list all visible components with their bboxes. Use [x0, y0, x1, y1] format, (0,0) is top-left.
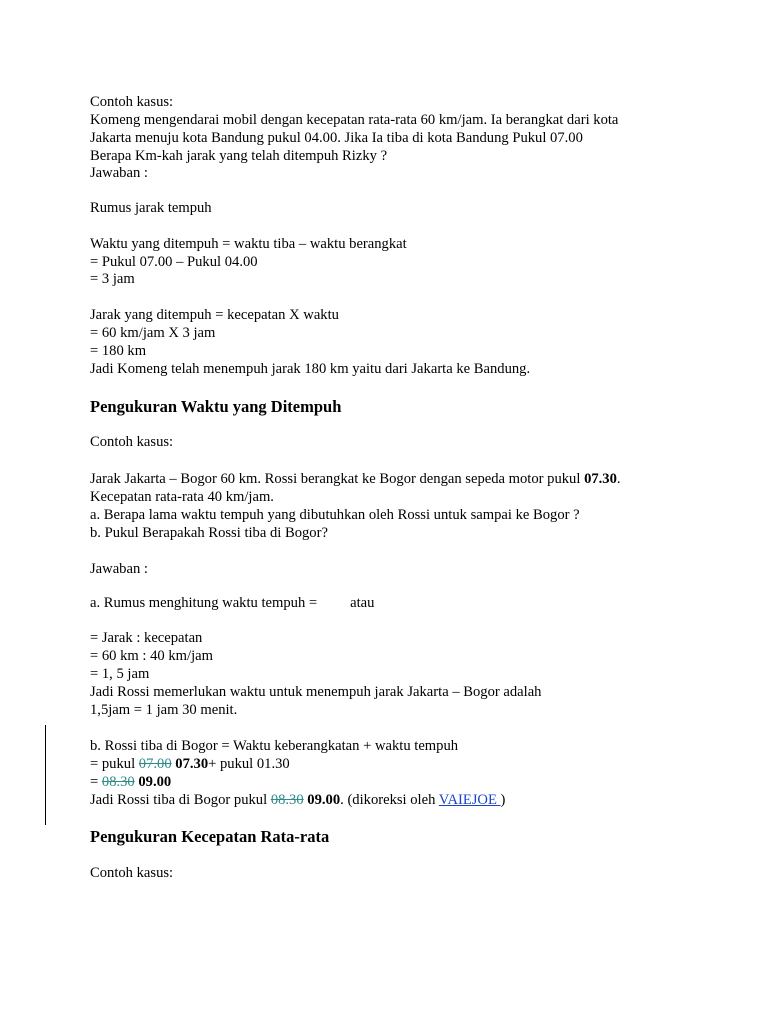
contoh-kasus-label: Contoh kasus:: [90, 94, 174, 110]
formula-line: = 180 km: [90, 343, 147, 359]
reviewer-link[interactable]: VAIEJOE: [438, 792, 501, 808]
rumus-label: Rumus jarak tempuh: [90, 200, 212, 216]
result-line: 1,5jam = 1 jam 30 menit.: [90, 702, 238, 718]
problem-text: Jarak Jakarta – Bogor 60 km. Rossi berangkat ke Bogor dengan sepeda motor pukul: [90, 471, 585, 487]
answer-text: a. Rumus menghitung waktu tempuh =: [90, 595, 318, 611]
section-heading: Pengukuran Waktu yang Ditempuh: [90, 397, 342, 416]
deleted-text: 08.30: [270, 792, 304, 808]
calc-line: = 60 km : 40 km/jam: [90, 648, 213, 664]
section-heading: Pengukuran Kecepatan Rata-rata: [90, 827, 330, 846]
conclusion-line: Jadi Komeng telah menempuh jarak 180 km yaitu dari Jakarta ke Bandung.: [90, 361, 531, 377]
conclusion-text: ): [500, 792, 506, 808]
departure-time: 07.30: [584, 471, 617, 487]
answer-text: + pukul 01.30: [208, 756, 290, 772]
formula-line: = 3 jam: [90, 271, 135, 287]
problem-text: .: [616, 471, 621, 487]
revision-change-bar: [45, 725, 46, 825]
formula-line: = 60 km/jam X 3 jam: [90, 325, 216, 341]
problem-text-line: Berapa Km-kah jarak yang telah ditempuh Rizky ?: [90, 148, 388, 164]
calc-line: = Jarak : kecepatan: [90, 630, 203, 646]
conclusion-text: Jadi Rossi tiba di Bogor pukul: [90, 792, 271, 808]
question-line: a. Berapa lama waktu tempuh yang dibutuhkan oleh Rossi untuk sampai ke Bogor ?: [90, 507, 580, 523]
result-line: Jadi Rossi memerlukan waktu untuk menempuh jarak Jakarta – Bogor adalah: [90, 684, 542, 700]
answer-text: =: [90, 774, 102, 790]
question-line: b. Pukul Berapakah Rossi tiba di Bogor?: [90, 525, 328, 541]
problem-text-line: Kecepatan rata-rata 40 km/jam.: [90, 489, 274, 505]
inserted-text: 09.00: [303, 792, 341, 808]
answer-line: [90, 773, 171, 791]
answer-line: [90, 755, 290, 773]
conclusion-line: [90, 791, 505, 809]
problem-text-line: Komeng mengendarai mobil dengan kecepatan rata-rata 60 km/jam. Ia berangkat dari kota: [90, 112, 619, 128]
conclusion-text: . (dikoreksi oleh: [340, 792, 439, 808]
jawaban-label: Jawaban :: [90, 165, 148, 181]
calc-line: = 1, 5 jam: [90, 666, 150, 682]
deleted-text: 08.30: [101, 774, 135, 790]
problem-text-line: [90, 470, 621, 488]
atau-text: atau: [350, 595, 375, 611]
answer-line: [90, 594, 374, 612]
jawaban-label: Jawaban :: [90, 561, 148, 577]
contoh-kasus-label: Contoh kasus:: [90, 434, 174, 450]
answer-text: = pukul: [90, 756, 139, 772]
deleted-text: 07.00: [138, 756, 172, 772]
formula-line: = Pukul 07.00 – Pukul 04.00: [90, 254, 258, 270]
formula-line: Jarak yang ditempuh = kecepatan X waktu: [90, 307, 339, 323]
problem-text-line: Jakarta menuju kota Bandung pukul 04.00. Jika Ia tiba di kota Bandung Pukul 07.00: [90, 130, 583, 146]
inserted-text: 09.00: [134, 774, 172, 790]
formula-line: Waktu yang ditempuh = waktu tiba – waktu berangkat: [90, 236, 407, 252]
inserted-text: 07.30: [171, 756, 209, 772]
answer-line: b. Rossi tiba di Bogor = Waktu keberangkatan + waktu tempuh: [90, 738, 459, 754]
contoh-kasus-label: Contoh kasus:: [90, 865, 174, 881]
